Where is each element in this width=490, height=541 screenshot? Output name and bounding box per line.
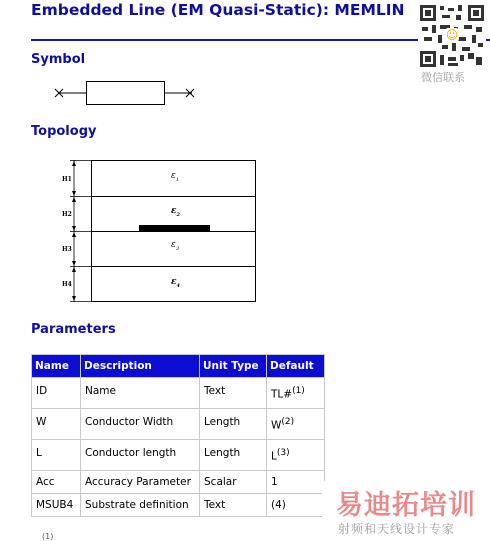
conductor-strip <box>139 225 210 231</box>
watermark-tagline: 射频和天线设计专家 <box>338 522 456 536</box>
column-header-unit-type: Unit Type <box>200 355 266 377</box>
permittivity-label: $\varepsilon_3$ <box>171 240 180 252</box>
param-unit: Scalar <box>200 471 266 493</box>
column-header-name: Name <box>32 355 80 377</box>
table-row <box>32 471 324 493</box>
param-description: Name <box>81 378 199 408</box>
layer-height-label: H4 <box>62 281 72 288</box>
param-default: $W^{(2)}$ <box>267 409 324 439</box>
param-description: Conductor Width <box>81 409 199 439</box>
footnote-ref: (3) <box>276 447 290 458</box>
symbol-heading: Symbol <box>31 52 86 67</box>
table-row <box>32 378 324 408</box>
param-name: ID <box>32 378 80 408</box>
table-header-row <box>32 355 324 377</box>
layer-height-label: H1 <box>62 176 72 183</box>
param-unit: Length <box>200 440 266 470</box>
topology-diagram <box>60 155 260 307</box>
param-name: L <box>32 440 80 470</box>
param-default: TL#$^{(1)}$ <box>267 378 324 408</box>
qr-code-icon <box>418 3 486 69</box>
parameters-table <box>31 354 325 517</box>
topology-heading: Topology <box>31 124 97 139</box>
permittivity-label: $\varepsilon_2$ <box>171 206 180 218</box>
table-row <box>32 440 324 470</box>
table-row <box>32 409 324 439</box>
param-description: Accuracy Parameter <box>81 471 199 493</box>
layer-height-label: H3 <box>62 246 72 253</box>
svg-text:☺: ☺ <box>445 28 459 42</box>
permittivity-label: $\varepsilon_1$ <box>171 171 180 183</box>
param-description: Substrate definition <box>81 494 199 516</box>
param-default: 1 <box>267 471 324 493</box>
param-unit: Text <box>200 378 266 408</box>
qr-caption: 微信联系 <box>421 71 465 84</box>
param-default: (4) <box>267 494 324 516</box>
footnote-ref: (2) <box>281 416 295 427</box>
param-unit: Text <box>200 494 266 516</box>
component-symbol <box>52 80 198 108</box>
layer-height-label: H2 <box>62 211 72 218</box>
footnote-ref: (1) <box>292 385 305 396</box>
parameters-heading: Parameters <box>31 322 116 337</box>
footnote-fragment: (1) <box>42 532 54 541</box>
param-default: $L^{(3)}$ <box>267 440 324 470</box>
column-header-default: Default <box>267 355 324 377</box>
permittivity-label: $\varepsilon_4$ <box>171 277 180 289</box>
watermark-brand: 易迪拓培训 <box>336 490 476 521</box>
param-unit: Length <box>200 409 266 439</box>
param-name: Acc <box>32 471 80 493</box>
table-row <box>32 494 324 516</box>
param-description: Conductor length <box>81 440 199 470</box>
page-title: Embedded Line (EM Quasi-Static): MEMLIN <box>31 1 405 19</box>
param-name: MSUB4 <box>32 494 80 516</box>
param-name: W <box>32 409 80 439</box>
column-header-description: Description <box>81 355 199 377</box>
